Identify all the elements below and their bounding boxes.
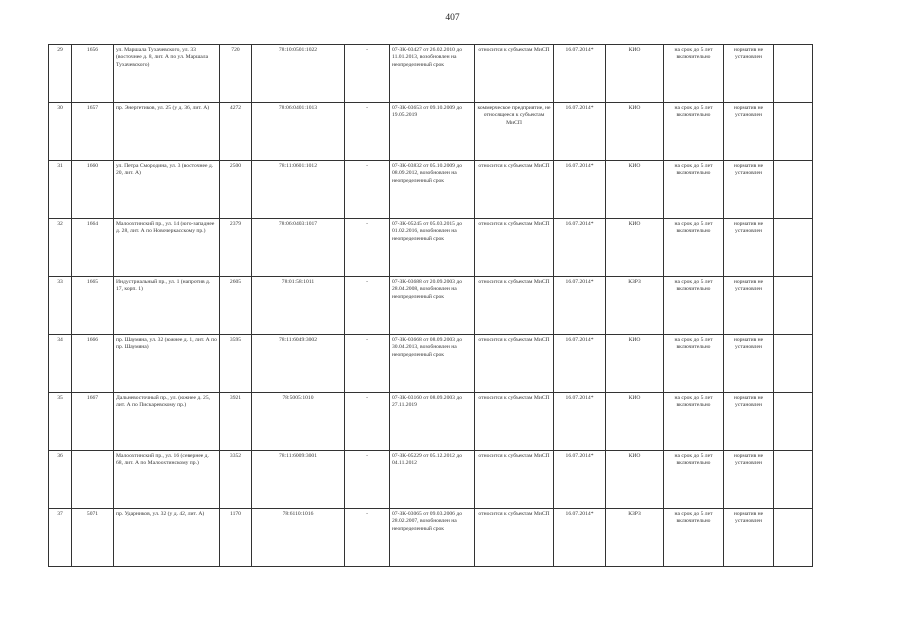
cell-cadastral-number: 78:01:58:1011 xyxy=(252,277,345,335)
table-row xyxy=(49,393,813,451)
cell-area: 3352 xyxy=(220,451,252,509)
cell-object-id: 1664 xyxy=(72,219,114,277)
cell-row-number: 36 xyxy=(49,451,72,509)
cell-norm: норматив не установлен xyxy=(724,219,774,277)
cell-empty-cell xyxy=(774,393,813,451)
cell-area: 3921 xyxy=(220,393,252,451)
cell-area: 1170 xyxy=(220,509,252,567)
page-number: 407 xyxy=(445,13,460,23)
cell-date: 16.07.2014* xyxy=(554,45,606,103)
cell-date: 16.07.2014* xyxy=(554,103,606,161)
cell-cadastral-number: 78:11:6049:3002 xyxy=(252,335,345,393)
cell-object-id: 1667 xyxy=(72,393,114,451)
cell-norm: норматив не установлен xyxy=(724,103,774,161)
cell-area: 4272 xyxy=(220,103,252,161)
cell-row-number: 29 xyxy=(49,45,72,103)
cell-lease-document: 07-ЗК-03160 от 08.09.2003 до 27.11.2019 xyxy=(390,393,475,451)
cell-row-number: 35 xyxy=(49,393,72,451)
cell-tenant-status: относится к субъектам МиСП xyxy=(475,451,554,509)
cell-empty-cell xyxy=(774,161,813,219)
cell-date: 16.07.2014* xyxy=(554,161,606,219)
cell-tenant-status: относится к субъектам МиСП xyxy=(475,335,554,393)
cell-area: 2605 xyxy=(220,277,252,335)
cell-empty-cell xyxy=(774,219,813,277)
cell-norm: норматив не установлен xyxy=(724,277,774,335)
cell-tenant-status: относится к субъектам МиСП xyxy=(475,219,554,277)
cell-date: 16.07.2014* xyxy=(554,219,606,277)
cell-row-number: 34 xyxy=(49,335,72,393)
cell-term: на срок до 5 лет включительно xyxy=(664,393,724,451)
cell-cell-dash: - xyxy=(345,161,390,219)
cell-agency: КИО xyxy=(606,219,664,277)
cell-row-number: 37 xyxy=(49,509,72,567)
table-row xyxy=(49,451,813,509)
cell-term: на срок до 5 лет включительно xyxy=(664,161,724,219)
cell-object-id: 1656 xyxy=(72,45,114,103)
cell-term: на срок до 5 лет включительно xyxy=(664,219,724,277)
cell-area: 720 xyxy=(220,45,252,103)
cell-empty-cell xyxy=(774,509,813,567)
cell-norm: норматив не установлен xyxy=(724,161,774,219)
cell-row-number: 31 xyxy=(49,161,72,219)
cell-address: ул. Петра Смородина, ул. 3 (восточнее д. 20, лит. А) xyxy=(114,161,220,219)
cell-address: Дальневосточный пр., ул. (южнее д. 25, лит. А по Пискаревскому пр.) xyxy=(114,393,220,451)
cell-address: Индустриальный пр., ул. 1 (напротив д. 17, корп. 1) xyxy=(114,277,220,335)
cell-object-id: 5071 xyxy=(72,509,114,567)
cell-cadastral-number: 78:6110:1016 xyxy=(252,509,345,567)
cell-object-id: 1657 xyxy=(72,103,114,161)
table-row xyxy=(49,509,813,567)
table-row xyxy=(49,103,813,161)
cell-cadastral-number: 78:11:6009:3001 xyxy=(252,451,345,509)
cell-lease-document: 07-ЗК-05245 от 05.03.2015 до 01.02.2016, возобновлен на неопределенный срок xyxy=(390,219,475,277)
cell-tenant-status: относится к субъектам МиСП xyxy=(475,509,554,567)
cell-area: 3595 xyxy=(220,335,252,393)
cell-cell-dash: - xyxy=(345,219,390,277)
cell-row-number: 33 xyxy=(49,277,72,335)
cell-cadastral-number: 78:06:0403:1017 xyxy=(252,219,345,277)
cell-empty-cell xyxy=(774,277,813,335)
table-body xyxy=(49,45,813,567)
cell-norm: норматив не установлен xyxy=(724,335,774,393)
cell-date: 16.07.2014* xyxy=(554,451,606,509)
table-row xyxy=(49,161,813,219)
cell-cadastral-number: 78:5005:1010 xyxy=(252,393,345,451)
cell-agency: КИО xyxy=(606,451,664,509)
cell-agency: КИО xyxy=(606,161,664,219)
cell-date: 16.07.2014* xyxy=(554,277,606,335)
cell-lease-document: 07-ЗК-03653 от 09.10.2009 до 19.05.2019 xyxy=(390,103,475,161)
table-row xyxy=(49,335,813,393)
cell-tenant-status: относится к субъектам МиСП xyxy=(475,161,554,219)
cell-cell-dash: - xyxy=(345,103,390,161)
cell-area: 2379 xyxy=(220,219,252,277)
cell-term: на срок до 5 лет включительно xyxy=(664,451,724,509)
cell-address: Малоохтинский пр., ул. 16 (севернее д. 68, лит. А по Малоохтинскому пр.) xyxy=(114,451,220,509)
table-row xyxy=(49,277,813,335)
cell-agency: КИО xyxy=(606,393,664,451)
cell-lease-document: 07-ЗК-03065 от 09.03.2006 до 28.02.2007, возобновлен на неопределенный срок xyxy=(390,509,475,567)
cell-lease-document: 07-ЗК-03832 от 05.10.2009 до 08.09.2012, возобновлен на неопределенный срок xyxy=(390,161,475,219)
cell-lease-document: 07-ЗК-03427 от 26.02.2010 до 11.01.2013, возобновлен на неопределенный срок xyxy=(390,45,475,103)
cell-agency: КИО xyxy=(606,103,664,161)
cell-lease-document: 07-ЗК-05229 от 05.12.2012 до 04.11.2012 xyxy=(390,451,475,509)
register-table xyxy=(48,44,813,567)
cell-address: ул. Маршала Тухачевского, ул. 33 (восточнее д. 8, лит. А по ул. Маршала Тухачевского) xyxy=(114,45,220,103)
cell-cadastral-number: 78:06:0401:1013 xyxy=(252,103,345,161)
cell-term: на срок до 5 лет включительно xyxy=(664,45,724,103)
cell-cell-dash: - xyxy=(345,277,390,335)
cell-agency: КИО xyxy=(606,45,664,103)
cell-object-id xyxy=(72,451,114,509)
cell-row-number: 32 xyxy=(49,219,72,277)
cell-norm: норматив не установлен xyxy=(724,451,774,509)
cell-cell-dash: - xyxy=(345,509,390,567)
cell-cell-dash: - xyxy=(345,393,390,451)
cell-address: пр. Энергетиков, ул. 25 (у д. 36, лит. А) xyxy=(114,103,220,161)
cell-norm: норматив не установлен xyxy=(724,393,774,451)
cell-address: пр. Шаумяна, ул. 32 (южнее д. 1, лит. А по пр. Шаумяна) xyxy=(114,335,220,393)
cell-norm: норматив не установлен xyxy=(724,509,774,567)
cell-tenant-status: относится к субъектам МиСП xyxy=(475,45,554,103)
cell-term: на срок до 5 лет включительно xyxy=(664,277,724,335)
cell-tenant-status: коммерческое предприятие, не относящееся к субъектам МиСП xyxy=(475,103,554,161)
cell-cadastral-number: 78:10:0501:1022 xyxy=(252,45,345,103)
cell-date: 16.07.2014* xyxy=(554,393,606,451)
cell-tenant-status: относится к субъектам МиСП xyxy=(475,277,554,335)
cell-object-id: 1665 xyxy=(72,277,114,335)
cell-date: 16.07.2014* xyxy=(554,335,606,393)
cell-cadastral-number: 78:11:0601:1012 xyxy=(252,161,345,219)
cell-term: на срок до 5 лет включительно xyxy=(664,335,724,393)
cell-empty-cell xyxy=(774,103,813,161)
cell-object-id: 1660 xyxy=(72,161,114,219)
cell-lease-document: 07-ЗК-03668 от 08.09.2003 до 30.04.2013, возобновлен на неопределенный срок xyxy=(390,335,475,393)
cell-term: на срок до 5 лет включительно xyxy=(664,509,724,567)
cell-agency: КЗРЗ xyxy=(606,509,664,567)
cell-cell-dash: - xyxy=(345,335,390,393)
cell-empty-cell xyxy=(774,45,813,103)
cell-agency: КИО xyxy=(606,335,664,393)
cell-area: 2500 xyxy=(220,161,252,219)
cell-lease-document: 07-ЗК-03688 от 20.09.2003 до 28.04.2008, возобновлен на неопределенный срок xyxy=(390,277,475,335)
table-row xyxy=(49,219,813,277)
cell-term: на срок до 5 лет включительно xyxy=(664,103,724,161)
cell-date: 16.07.2014* xyxy=(554,509,606,567)
table-row xyxy=(49,45,813,103)
cell-row-number: 30 xyxy=(49,103,72,161)
cell-address: пр. Ударников, ул. 32 (у д. 42, лит. А) xyxy=(114,509,220,567)
cell-empty-cell xyxy=(774,335,813,393)
cell-tenant-status: относится к субъектам МиСП xyxy=(475,393,554,451)
cell-agency: КЗРЗ xyxy=(606,277,664,335)
cell-address: Малоохтинский пр., ул. 14 (юго-западнее д. 28, лит. А по Новочеркасскому пр.) xyxy=(114,219,220,277)
cell-empty-cell xyxy=(774,451,813,509)
cell-cell-dash: - xyxy=(345,451,390,509)
cell-object-id: 1666 xyxy=(72,335,114,393)
cell-cell-dash: - xyxy=(345,45,390,103)
cell-norm: норматив не установлен xyxy=(724,45,774,103)
